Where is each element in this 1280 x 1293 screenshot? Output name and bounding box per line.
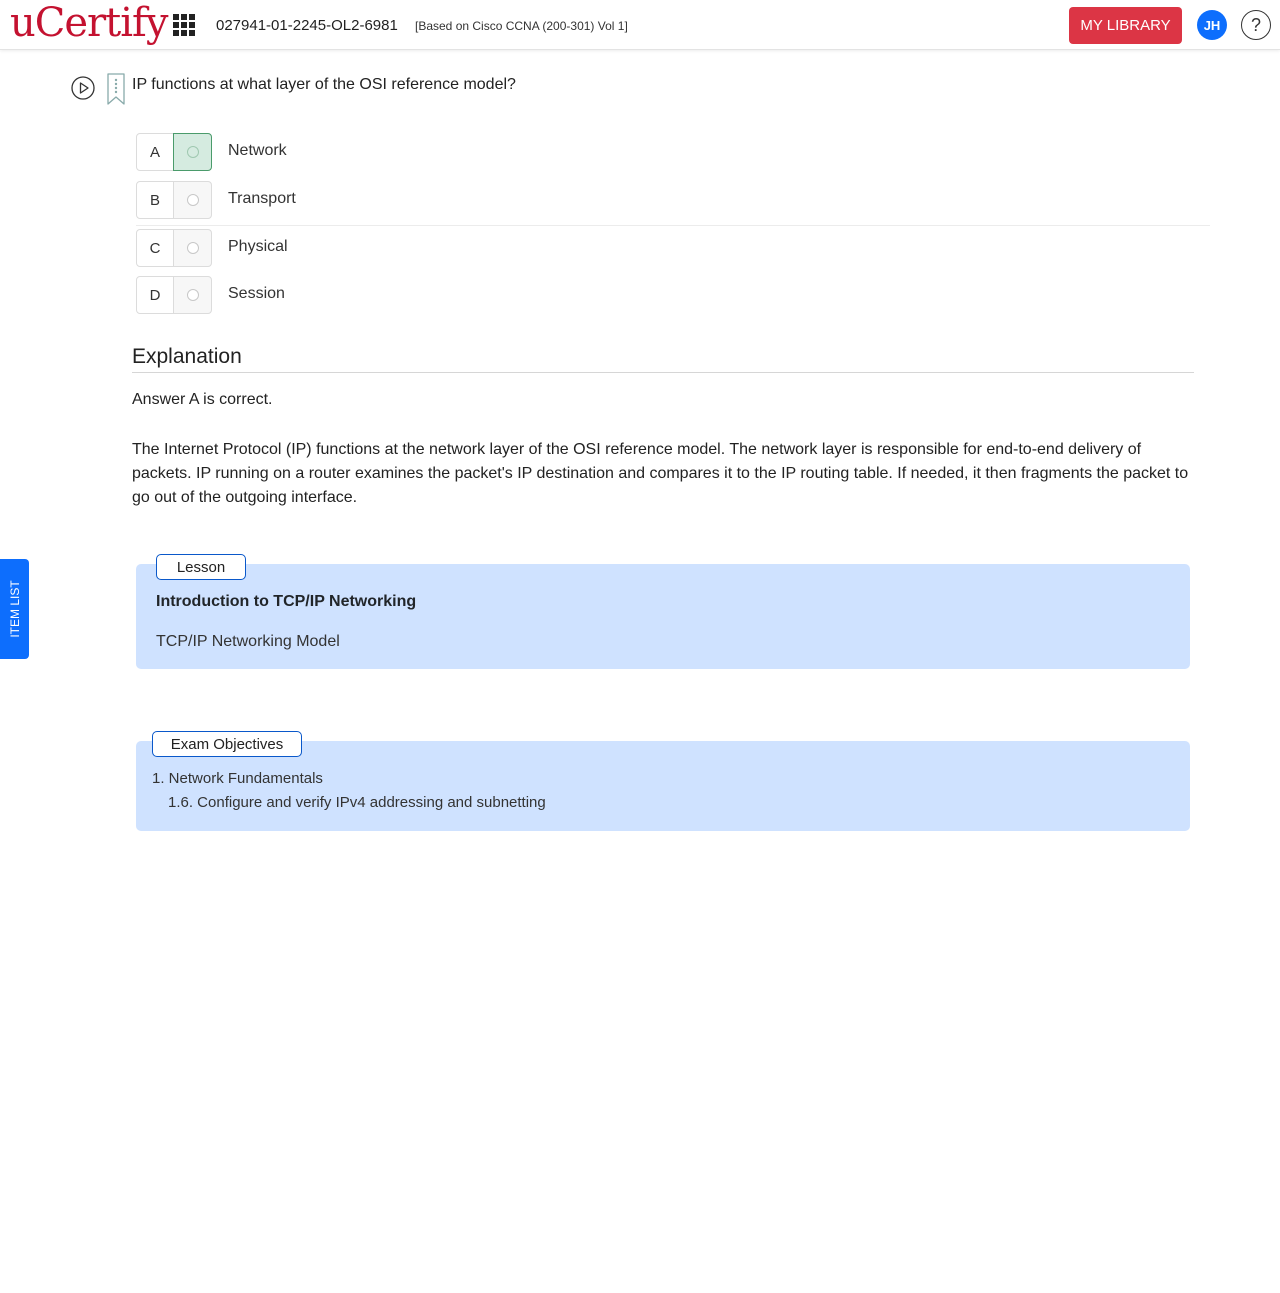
top-navbar [0,0,1280,50]
option-letter: B [136,181,174,219]
bookmark-icon[interactable] [106,73,126,106]
objective-item: 1. Network Fundamentals [152,770,323,787]
option-b[interactable] [136,181,1210,219]
radio-dot-icon [187,146,199,158]
my-library-button[interactable]: MY LIBRARY [1069,7,1182,44]
option-c[interactable] [136,229,1210,267]
option-label: Physical [228,238,288,255]
option-radio[interactable] [173,276,212,314]
course-id: 027941-01-2245-OL2-6981 [216,17,398,34]
option-d[interactable] [136,276,1210,314]
user-avatar[interactable]: JH [1197,10,1227,40]
option-letter: A [136,133,174,171]
option-radio[interactable] [173,229,212,267]
question-text: IP functions at what layer of the OSI reference model? [132,76,516,93]
explanation-body: The Internet Protocol (IP) functions at the network layer of the OSI reference model. The network layer is responsible for end-to-end delivery of packets. IP running on a router examines the packet's IP destination and compares it to the IP routing table. If needed, it then fragments the packet to go out of the outgoing interface. [132,441,1189,506]
help-icon[interactable]: ? [1241,10,1271,40]
lesson-box [136,564,1190,669]
option-label: Session [228,285,285,302]
option-letter: C [136,229,174,267]
ucertify-logo[interactable]: uCertify [10,0,168,46]
radio-dot-icon [187,289,199,301]
item-list-tab[interactable] [0,559,29,659]
apps-grid-icon[interactable] [173,14,195,36]
option-label: Transport [228,190,296,207]
radio-dot-icon [187,242,199,254]
divider [136,225,1210,226]
play-audio-icon[interactable] [71,76,95,100]
radio-dot-icon [187,194,199,206]
divider [132,372,1194,373]
option-a[interactable] [136,133,1210,171]
course-subtitle: [Based on Cisco CCNA (200-301) Vol 1] [415,19,628,33]
explanation-heading: Explanation [132,345,242,368]
exam-objectives-tag: Exam Objectives [152,731,302,757]
correct-answer-text: Answer A is correct. [132,391,273,408]
option-label: Network [228,142,287,159]
lesson-subtitle-link[interactable]: TCP/IP Networking Model [156,633,340,650]
objective-subitem: 1.6. Configure and verify IPv4 addressing and subnetting [168,794,546,811]
item-list-label: ITEM LIST [7,580,22,638]
option-radio[interactable] [173,181,212,219]
option-letter: D [136,276,174,314]
lesson-tag: Lesson [156,554,246,580]
lesson-title-link[interactable]: Introduction to TCP/IP Networking [156,593,417,610]
option-radio[interactable] [173,133,212,171]
